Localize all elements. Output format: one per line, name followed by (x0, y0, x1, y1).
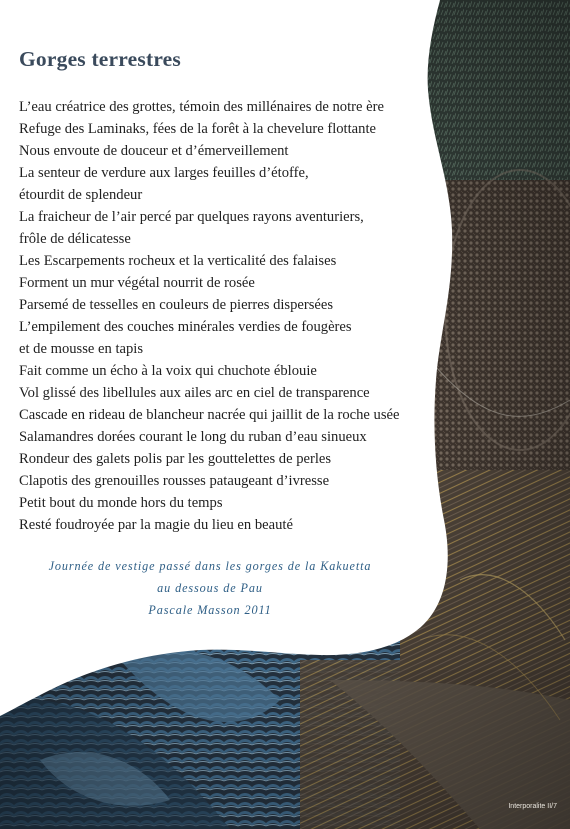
poem-line: Rondeur des galets polis par les gouttelettes de perles (19, 451, 332, 467)
poem-title: Gorges terrestres (19, 47, 181, 71)
poem-line: Resté foudroyée par la magie du lieu en beauté (19, 517, 293, 533)
dedication-location: Journée de vestige passé dans les gorges de la Kakuetta (48, 559, 372, 573)
poem-line: Nous envoute de douceur et d’émerveillement (19, 143, 289, 159)
dedication (40, 555, 380, 621)
author-signature: Pascale Masson 2011 (148, 603, 272, 617)
poem-line: Salamandres dorées courant le long du ruban d’eau sinueux (19, 429, 367, 445)
poem-line: Refuge des Laminaks, fées de la forêt à la chevelure flottante (19, 121, 376, 137)
poem-line: Forment un mur végétal nourrit de rosée (19, 275, 255, 291)
poem-line: et de mousse en tapis (19, 341, 144, 357)
dedication-place: au dessous de Pau (157, 581, 263, 595)
poem-line: étourdit de splendeur (19, 187, 143, 203)
poem-line: La fraicheur de l’air percé par quelques rayons aventuriers, (19, 209, 364, 225)
page-folio: Interporalite II/7 (508, 803, 557, 810)
poem-line: Vol glissé des libellules aux ailes arc en ciel de transparence (19, 385, 370, 401)
poem-line: Parsemé de tesselles en couleurs de pierres dispersées (19, 297, 334, 313)
poem-line: Cascade en rideau de blancheur nacrée qui jaillit de la roche usée (19, 407, 400, 423)
poem-line: Fait comme un écho à la voix qui chuchote éblouie (19, 363, 317, 379)
poem-line: Clapotis des grenouilles rousses pataugeant d’ivresse (19, 473, 330, 489)
poem-line: L’empilement des couches minérales verdies de fougères (19, 319, 352, 335)
poem-line: L’eau créatrice des grottes, témoin des millénaires de notre ère (19, 99, 384, 115)
poem-line: La senteur de verdure aux larges feuilles d’étoffe, (19, 165, 309, 181)
poem-body (19, 96, 459, 536)
poem-line: Les Escarpements rocheux et la verticalité des falaises (19, 253, 337, 269)
poem-line: frôle de délicatesse (19, 231, 131, 247)
poem-line: Petit bout du monde hors du temps (19, 495, 223, 511)
